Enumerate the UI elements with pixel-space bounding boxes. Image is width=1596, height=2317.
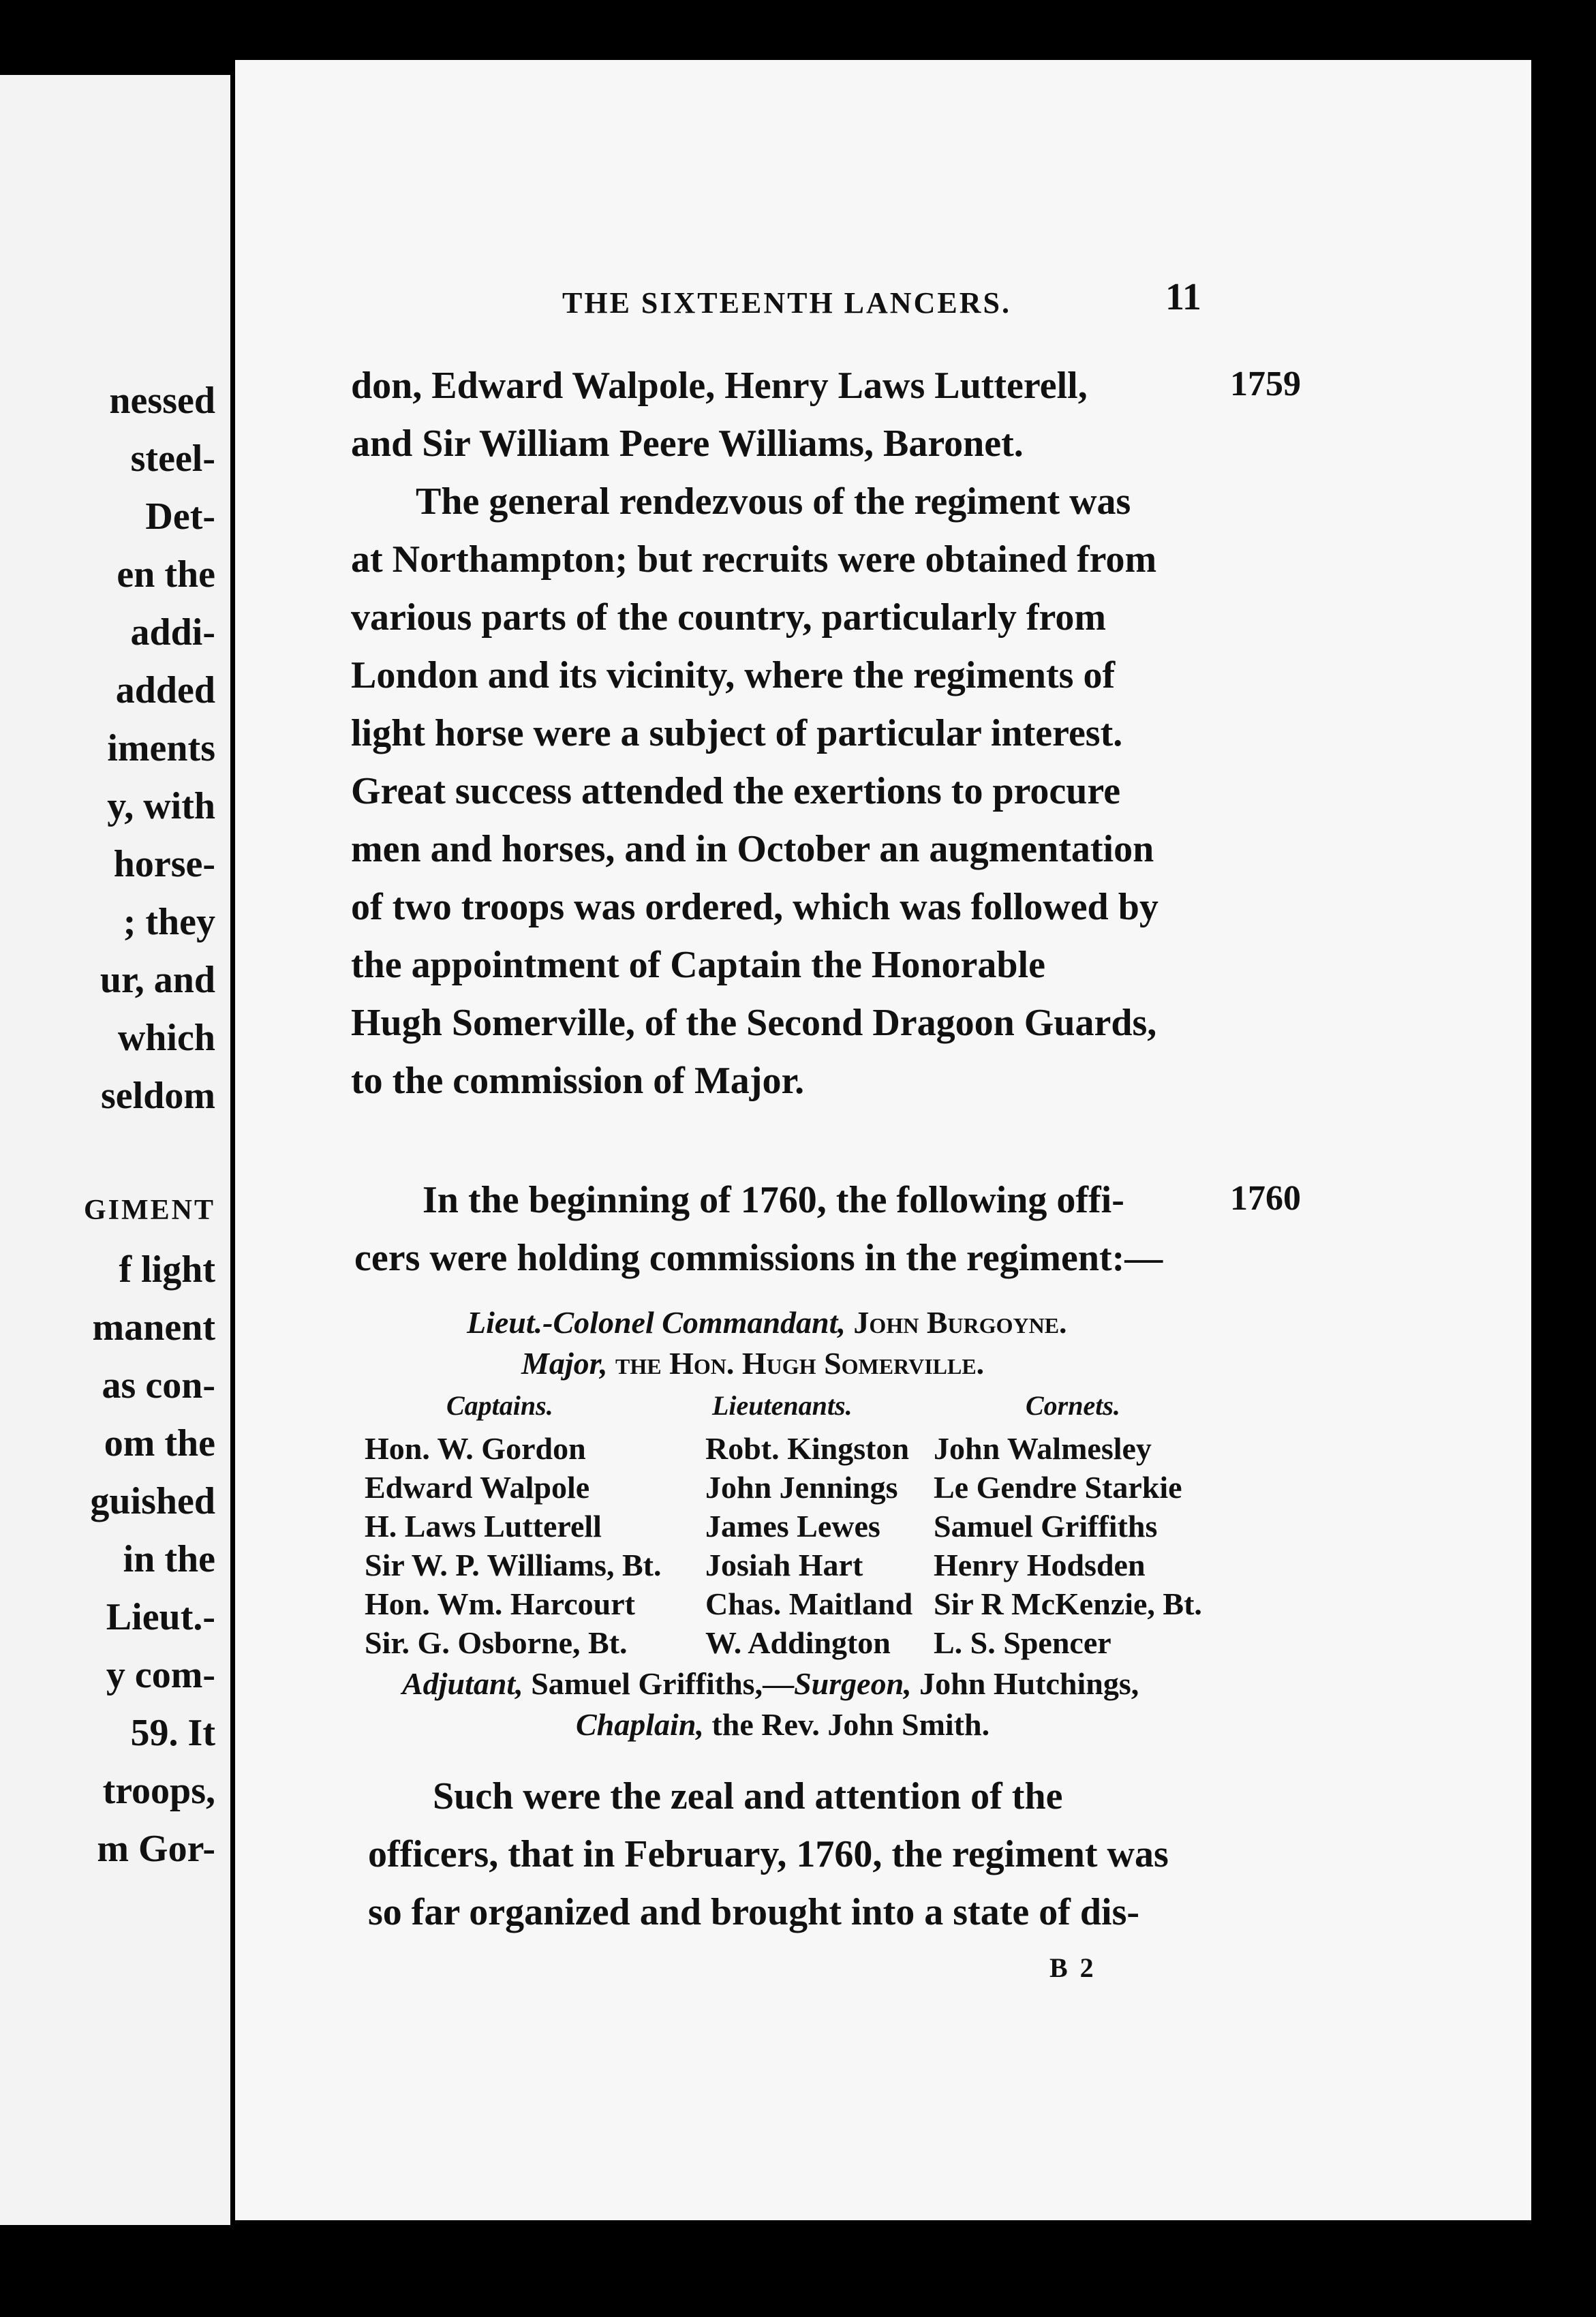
left-page-line: horse- (113, 843, 215, 885)
left-page-line: steel- (130, 438, 215, 480)
left-page-line: f light (119, 1248, 215, 1291)
text-line: at Northampton; but recruits were obtained from (351, 538, 1157, 581)
left-page-line: seldom (101, 1075, 215, 1117)
left-page-line: y com- (106, 1654, 215, 1696)
commandant-title: Lieut.-Colonel Commandant, (467, 1305, 846, 1340)
left-page-line: 59. It (130, 1712, 215, 1754)
captain-name: Hon. W. Gordon (365, 1431, 586, 1466)
text-line: to the commission of Major. (351, 1060, 805, 1102)
margin-year: 1759 (1230, 365, 1301, 403)
adjutant-name: Samuel Griffiths,— (531, 1666, 795, 1701)
chaplain-name: the Rev. John Smith. (711, 1707, 990, 1742)
text-line: men and horses, and in October an augmentation (351, 828, 1154, 870)
left-page-line: ur, and (99, 959, 215, 1001)
surgeon-title: Surgeon, (794, 1666, 912, 1701)
left-page-line: in the (123, 1538, 215, 1580)
cornet-name: Le Gendre Starkie (934, 1470, 1182, 1505)
captain-name: Edward Walpole (365, 1470, 590, 1505)
text-line: light horse were a subject of particular interest. (351, 712, 1123, 754)
lieutenant-name: Chas. Maitland (705, 1586, 913, 1621)
left-page-line: nessed (109, 380, 215, 422)
left-page-line: addi- (130, 611, 215, 654)
text-line: cers were holding commissions in the regiment:— (354, 1237, 1163, 1279)
column-head-cornets: Cornets. (1026, 1390, 1120, 1421)
text-line: officers, that in February, 1760, the regiment was (368, 1833, 1169, 1875)
left-page-line: as con- (102, 1364, 215, 1407)
lieutenant-name: James Lewes (705, 1509, 880, 1544)
text-line: of two troops was ordered, which was followed by (351, 886, 1158, 928)
commandant-name: John Burgoyne. (853, 1305, 1067, 1340)
cornet-name: Samuel Griffiths (934, 1509, 1158, 1544)
text-line: and Sir William Peere Williams, Baronet. (351, 423, 1024, 465)
chaplain-line (576, 1709, 989, 1740)
cornet-name: L. S. Spencer (934, 1625, 1111, 1660)
right-page (235, 60, 1531, 2220)
cornet-name: Henry Hodsden (934, 1548, 1146, 1582)
text-line: Hugh Somerville, of the Second Dragoon Guards, (351, 1002, 1157, 1044)
left-page-line: troops, (102, 1770, 215, 1812)
left-page-line: y, with (107, 785, 215, 827)
text-line: various parts of the country, particularly from (351, 596, 1106, 639)
text-line: so far organized and brought into a state of dis- (368, 1891, 1140, 1933)
page-number: 11 (1165, 276, 1201, 318)
margin-year: 1760 (1230, 1179, 1301, 1218)
left-facing-page (0, 75, 230, 2225)
left-page-line: added (115, 669, 215, 711)
major-title: Major, (521, 1346, 608, 1381)
column-head-lieutenants: Lieutenants. (712, 1390, 853, 1421)
text-line: don, Edward Walpole, Henry Laws Lutterell, (351, 365, 1088, 407)
captain-name: Sir W. P. Williams, Bt. (365, 1548, 662, 1582)
left-page-line: manent (92, 1306, 215, 1349)
cornet-name: John Walmesley (934, 1431, 1152, 1466)
text-line: Great success attended the exertions to procure (351, 770, 1121, 812)
commandant-line (467, 1307, 1067, 1338)
left-page-line: guished (90, 1480, 215, 1522)
text-line: Such were the zeal and attention of the (433, 1775, 1063, 1817)
lieutenant-name: John Jennings (705, 1470, 898, 1505)
text-line: The general rendezvous of the regiment was (416, 480, 1131, 523)
text-line: In the beginning of 1760, the following offi- (423, 1179, 1124, 1221)
left-page-line: en the (117, 553, 215, 596)
adjutant-title: Adjutant, (402, 1666, 523, 1701)
surgeon-name: John Hutchings, (919, 1666, 1139, 1701)
captain-name: Hon. Wm. Harcourt (365, 1586, 635, 1621)
signature-mark: B 2 (1049, 1952, 1096, 1983)
captain-name: Sir. G. Osborne, Bt. (365, 1625, 628, 1660)
lieutenant-name: Josiah Hart (705, 1548, 863, 1582)
chaplain-title: Chaplain, (576, 1707, 704, 1742)
left-page-line: GIMENT (83, 1195, 215, 1226)
major-line (521, 1348, 984, 1379)
text-line: the appointment of Captain the Honorable (351, 944, 1045, 986)
left-page-line: ; they (123, 901, 215, 943)
left-page-line: m Gor- (97, 1828, 215, 1870)
column-head-captains: Captains. (446, 1390, 553, 1421)
lieutenant-name: Robt. Kingston (705, 1431, 910, 1466)
left-page-line: om the (104, 1422, 215, 1464)
left-page-line: iments (107, 727, 215, 769)
adjutant-surgeon-line (402, 1668, 1139, 1700)
left-page-line: Lieut.- (106, 1596, 215, 1638)
text-line: London and its vicinity, where the regiments of (351, 654, 1116, 696)
cornet-name: Sir R McKenzie, Bt. (934, 1586, 1202, 1621)
captain-name: H. Laws Lutterell (365, 1509, 602, 1544)
major-name: the Hon. Hugh Somerville. (615, 1346, 985, 1381)
lieutenant-name: W. Addington (705, 1625, 891, 1660)
left-page-line: which (117, 1017, 215, 1059)
running-title: THE SIXTEENTH LANCERS. (562, 286, 1011, 320)
left-page-line: Det- (145, 495, 215, 538)
